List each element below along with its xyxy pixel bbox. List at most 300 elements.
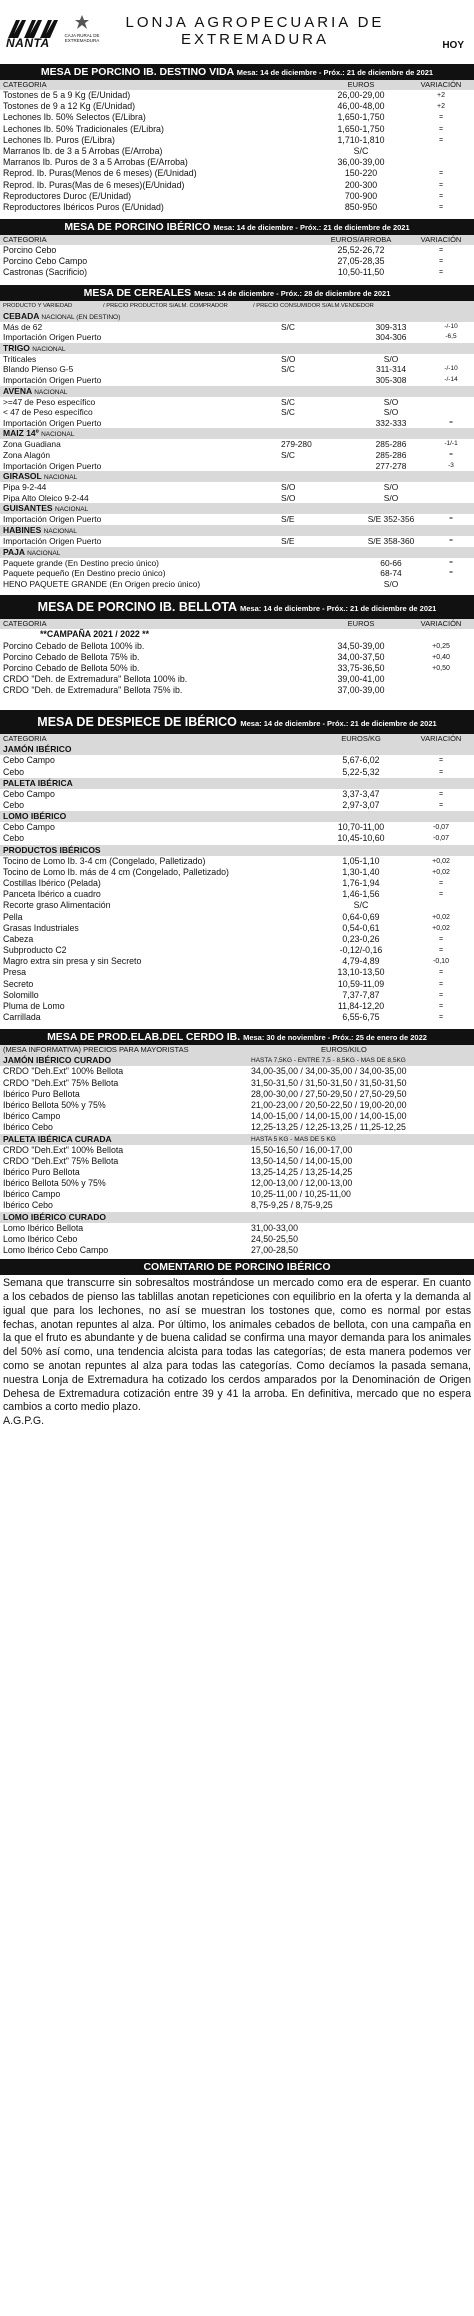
table-row (0, 867, 474, 878)
table-row (0, 900, 474, 911)
row-price: 34,50-39,00 (337, 640, 385, 651)
row-product: Paquete pequeño (En Destino precio único) (3, 568, 166, 579)
table-row (0, 418, 474, 429)
row-category: Cebo Campo (3, 788, 55, 799)
table-row (0, 558, 474, 569)
row-price: 5,67-6,02 (342, 755, 380, 766)
row-price: 26,00-29,00 (337, 90, 385, 100)
row-price: 1,30-1,40 (342, 866, 380, 877)
group-header (0, 1055, 474, 1066)
row-prices: 34,00-35,00 / 34,00-35,00 / 34,00-35,00 (251, 1066, 407, 1077)
section-title (0, 595, 474, 619)
row-consumer-price: 309-313 (375, 321, 407, 332)
table-row (0, 652, 474, 663)
row-productor-price: S/O (281, 482, 296, 493)
table-row (0, 967, 474, 978)
col-variacion: VARIACIÓN (420, 734, 462, 744)
col-variacion: VARIACIÓN (420, 80, 462, 89)
row-variation: = (438, 1014, 444, 1022)
table-row (0, 674, 474, 685)
row-category: Solomillo (3, 989, 39, 1000)
table-row (0, 450, 474, 461)
row-prices: 12,00-13,00 / 12,00-13,00 (251, 1178, 353, 1189)
row-price: S/C (353, 145, 369, 156)
row-prices: 24,50-25,50 (251, 1233, 298, 1244)
row-category: Pella (3, 911, 23, 922)
row-product: Más de 62 (3, 321, 43, 332)
row-category: Marranos Ib. de 3 a 5 Arrobas (E/Arroba) (3, 145, 163, 156)
group-name: GUISANTES (3, 503, 53, 514)
row-category: CRDO "Deh.Ext" 75% Bellota (3, 1155, 119, 1166)
section-title-text: COMENTARIO DE PORCINO IBÉRICO (143, 1261, 331, 1274)
group-note: NACIONAL (41, 431, 75, 439)
comment-text: Semana que transcurre sin sobresaltos mostrándose un mercado como era de esperar. En cuanto a los cebados de pienso las tablillas anotan repeticiones con equilibrio en la oferta y la demanda al igual que para los lechones, no así se muestran los tostones que, como es normal por estas fechas, anotan repuntes al alza. Por último, los animales cebados de bellota, con una campaña en la que el fruto es abundante y de buena calidad se confirma una mayor demanda para los animales del 50% así como, una tendencia alcista para todas las categorías; de esta manera podemos ver como se anotan repuntes al alza para todas las categorías. Como decíamos la pasada semana, nuestra Lonja de Extremadura ha cotizado los cerdos amparados por la Denominación de Origen Dehesa de Extremadura cotización entre 39 y 41 la arroba. En definitiva, mercado que no espera cambios a corto medio plazo. (3, 1277, 471, 1414)
row-price: S/C (353, 900, 369, 911)
row-price: 200-300 (344, 179, 378, 190)
row-price: 10,70-11,00 (337, 822, 385, 833)
section-date: Mesa: 30 de noviembre - Próx.: 25 de enero de 2022 (243, 1033, 427, 1043)
row-price: 4,79-4,89 (342, 956, 380, 967)
group-note: NACIONAL (27, 549, 61, 557)
group-header: JAMÓN IBÉRICO (0, 744, 474, 755)
row-variation (431, 482, 471, 493)
row-category: Secreto (3, 978, 34, 989)
table-row (0, 934, 474, 945)
row-price: 3,37-3,47 (342, 788, 380, 799)
row-price: 34,00-37,50 (337, 651, 385, 662)
table-row (0, 833, 474, 844)
section-title (0, 285, 474, 301)
col-producto: PRODUCTO Y VARIEDAD (3, 302, 73, 309)
group-header (0, 428, 474, 439)
row-price: 37,00-39,00 (337, 685, 385, 696)
row-productor-price: S/O (281, 492, 296, 503)
row-category: Panceta Ibérico a cuadro (3, 889, 101, 900)
col-categoria: CATEGORIA (3, 619, 47, 629)
section-title-text: MESA DE DESPIECE DE IBÉRICO (37, 715, 237, 730)
row-variation: -1/-1 (444, 440, 458, 448)
section-title-text: MESA DE PORCINO IB. BELLOTA (37, 600, 237, 615)
row-productor-price: S/C (281, 449, 295, 460)
row-price: 1,05-1,10 (342, 855, 380, 866)
row-variation: -0,07 (433, 835, 449, 843)
table-row (0, 1111, 474, 1122)
row-variation: = (449, 450, 453, 458)
row-price: 5,22-5,32 (342, 766, 380, 777)
row-category: Tostones de 9 a 12 Kg (E/Unidad) (3, 101, 136, 112)
row-variation: = (449, 558, 453, 566)
row-consumer-price: S/O (383, 353, 399, 364)
table-row (0, 482, 474, 493)
row-price: 1,650-1,750 (337, 123, 385, 134)
table-row (0, 439, 474, 450)
row-price: 10,59-11,09 (337, 978, 385, 989)
row-variation: = (438, 203, 444, 211)
row-category: Costillas Ibérico (Pelada) (3, 877, 101, 888)
row-price: 27,05-28,35 (337, 256, 385, 267)
column-header (0, 734, 474, 744)
row-variation: = (438, 247, 444, 255)
group-header (0, 547, 474, 558)
table-row (0, 789, 474, 800)
group-header: PALETA IBÉRICA (0, 778, 474, 789)
row-price: 0,54-0,61 (342, 922, 380, 933)
col-euros: EUROS/ARROBA (330, 235, 392, 245)
row-category: Lechones Ib. 50% Selectos (E/Libra) (3, 112, 146, 123)
table-body (0, 90, 474, 213)
section-title (0, 64, 474, 80)
row-variation: = (449, 569, 453, 577)
row-category: Magro extra sin presa y sin Secreto (3, 956, 142, 967)
row-productor-price (281, 332, 351, 343)
row-category: Cebo Campo (3, 822, 55, 833)
row-price: 1,76-1,94 (342, 877, 380, 888)
table-row (0, 945, 474, 956)
row-variation: = (438, 269, 444, 277)
row-price: 1,650-1,750 (337, 112, 385, 123)
group-note: NACIONAL (34, 388, 68, 396)
row-price: 0,64-0,69 (342, 911, 380, 922)
table-row (0, 375, 474, 386)
coop-logo (64, 14, 100, 43)
table-row (0, 1145, 474, 1156)
row-consumer-price: S/O (383, 396, 399, 407)
row-consumer-price: 277-278 (375, 460, 407, 471)
row-variation (411, 146, 471, 157)
group-name: PAJA (3, 546, 25, 557)
column-header (0, 80, 474, 90)
row-price: 25,52-26,72 (337, 245, 385, 256)
table-row (0, 407, 474, 418)
page-title (110, 14, 400, 48)
table-row (0, 755, 474, 766)
row-variation: = (438, 768, 444, 776)
table-row (0, 514, 474, 525)
row-variation: = (438, 1003, 444, 1010)
row-category: Lomo Ibérico Cebo (3, 1233, 78, 1244)
table-row (0, 536, 474, 547)
col-categoria: CATEGORIA (3, 734, 47, 744)
table-row (0, 1078, 474, 1089)
row-category: Porcino Cebo Campo (3, 256, 88, 267)
group-name: HABINES (3, 524, 42, 535)
row-category: Porcino Cebado de Bellota 50% ib. (3, 662, 140, 673)
row-price: 10,50-11,50 (337, 267, 385, 278)
row-category: Reprod. Ib. Puras(Mas de 6 meses)(E/Unidad) (3, 179, 185, 190)
row-productor-price (281, 558, 351, 569)
row-price: 6,55-6,75 (342, 1012, 380, 1023)
row-prices: 14,00-15,00 / 14,00-15,00 / 14,00-15,00 (251, 1111, 407, 1122)
row-variation: = (438, 258, 444, 266)
coop-text: CAJA RURAL DE EXTREMADURA (64, 33, 100, 43)
row-prices: 12,25-13,25 / 12,25-13,25 / 11,25-12,25 (251, 1122, 406, 1133)
group-note: NACIONAL (EN DESTINO) (41, 313, 121, 321)
row-variation: = (438, 170, 444, 178)
row-product: >=47 de Peso específico (3, 396, 96, 407)
group-header (0, 1134, 474, 1145)
table-row (0, 1245, 474, 1256)
col-euros: EUROS (347, 619, 375, 629)
table-row (0, 579, 474, 590)
row-category: Subproducto C2 (3, 945, 67, 956)
row-prices: 31,50-31,50 / 31,50-31,50 / 31,50-31,50 (251, 1077, 407, 1088)
row-consumer-price: S/O (383, 482, 399, 493)
table-row (0, 1089, 474, 1100)
row-productor-price (281, 375, 351, 386)
row-variation: = (449, 515, 453, 523)
row-product: Blando Pienso G-5 (3, 364, 74, 375)
row-price: 33,75-36,50 (337, 662, 385, 673)
row-price: 850-950 (344, 201, 378, 212)
header (0, 0, 474, 60)
table-row (0, 1001, 474, 1012)
table-row (0, 364, 474, 375)
row-variation (431, 354, 471, 365)
column-header (0, 619, 474, 629)
row-variation: = (438, 114, 444, 122)
row-consumer-price: S/E 352-356 (367, 514, 415, 525)
table-row (0, 889, 474, 900)
row-price: 13,10-13,50 (337, 967, 385, 978)
row-variation (431, 397, 471, 408)
row-variation: +0,02 (432, 924, 450, 932)
table-row (0, 1178, 474, 1189)
row-price: 700-900 (344, 190, 378, 201)
row-category: Porcino Cebado de Bellota 75% ib. (3, 651, 140, 662)
table-row (0, 157, 474, 168)
row-product: Zona Alagón (3, 449, 51, 460)
row-category: Cebo (3, 833, 25, 844)
table-row (0, 822, 474, 833)
row-price: -0,12/-0,16 (339, 945, 383, 956)
group-header: PRODUCTOS IBÉRICOS (0, 845, 474, 856)
col-consumidor: / PRECIO CONSUMIDOR S/ALM.VENDEDOR (253, 302, 374, 309)
row-prices: 15,50-16,50 / 16,00-17,00 (251, 1144, 353, 1155)
group-note: NACIONAL (43, 527, 77, 535)
table-row (0, 180, 474, 191)
table-row (0, 878, 474, 889)
row-variation: +0,02 (432, 868, 450, 876)
section-title-text: MESA DE PORCINO IBÉRICO (64, 221, 211, 234)
table-row (0, 354, 474, 365)
table-row (0, 191, 474, 202)
row-prices: 28,00-30,00 / 27,50-29,50 / 27,50-29,50 (251, 1088, 407, 1099)
row-price: 11,84-12,20 (337, 1001, 385, 1011)
group-name: AVENA (3, 385, 32, 396)
row-category: Ibérico Campo (3, 1111, 61, 1122)
row-category: Cebo (3, 766, 25, 777)
title-line-2: EXTREMADURA (180, 31, 329, 48)
row-variation: = (438, 125, 444, 133)
row-productor-price: S/E (281, 535, 295, 546)
comment-signature: A.G.P.G. (3, 1415, 45, 1428)
table-row (0, 641, 474, 652)
info-label: (MESA INFORMATIVA) PRECIOS PARA MAYORISTAS (3, 1045, 189, 1055)
row-product: Importación Origen Puerto (3, 535, 102, 546)
campaign-label: **CAMPAÑA 2021 / 2022 ** (40, 629, 150, 640)
row-productor-price: S/C (281, 396, 295, 407)
group-ranges: HASTA 5 KG - MAS DE 5 KG (251, 1135, 336, 1143)
row-category: Cebo (3, 800, 25, 810)
row-variation: -3 (448, 461, 454, 469)
row-variation: -0,07 (433, 824, 449, 832)
row-variation (411, 674, 471, 685)
row-category: CRDO "Deh.Ext" 100% Bellota (3, 1144, 124, 1155)
row-category: Lomo Ibérico Bellota (3, 1222, 84, 1233)
row-prices: 31,00-33,00 (251, 1222, 298, 1233)
row-price: 7,37-7,87 (342, 989, 380, 1000)
row-variation: +0,40 (432, 653, 450, 661)
table-row (0, 979, 474, 990)
row-price: 1,710-1,810 (337, 134, 385, 145)
row-category: Presa (3, 967, 26, 978)
row-variation: -/-14 (444, 376, 458, 383)
row-variation: = (438, 969, 444, 977)
table-row (0, 856, 474, 867)
row-consumer-price: 68-74 (380, 568, 402, 579)
row-product: Pipa Alto Oleico 9-2-44 (3, 492, 89, 503)
group-note: NACIONAL (32, 345, 66, 353)
table-row (0, 168, 474, 179)
row-consumer-price: 311-314 (375, 364, 407, 375)
row-category: CRDO "Deh. de Extremadura" Bellota 75% ib. (3, 685, 183, 696)
group-name: PALETA IBÉRICA CURADA (3, 1133, 112, 1144)
row-variation (431, 493, 471, 504)
table-row (0, 202, 474, 213)
row-variation: = (449, 536, 453, 544)
section-title (0, 1029, 474, 1045)
row-variation: +2 (437, 92, 445, 99)
brand-name: NANTA (6, 36, 50, 50)
group-ranges: HASTA 7,5KG - ENTRE 7,5 - 8,5KG - MAS DE 8,5KG (251, 1057, 406, 1065)
group-header (0, 311, 474, 322)
row-variation: +0,25 (432, 642, 450, 650)
row-prices: 13,25-14,25 / 13,25-14,25 (251, 1166, 353, 1177)
table-row (0, 101, 474, 112)
table-row (0, 397, 474, 408)
table-body (0, 311, 474, 590)
row-product: Importación Origen Puerto (3, 460, 102, 471)
row-consumer-price: 60-66 (380, 557, 402, 568)
col-categoria: CATEGORIA (3, 80, 47, 89)
row-variation: = (438, 136, 444, 144)
section-date: Mesa: 14 de diciembre - Próx.: 21 de diciembre de 2021 (213, 223, 410, 233)
row-price: 1,46-1,56 (342, 889, 380, 900)
row-consumer-price: 305-308 (375, 375, 407, 385)
section-title-text: MESA DE CEREALES (83, 286, 192, 299)
row-category: CRDO "Deh.Ext" 75% Bellota (3, 1077, 119, 1088)
row-category: Reproductores Duroc (E/Unidad) (3, 190, 132, 201)
row-productor-price (281, 568, 351, 579)
group-name: GIRASOL (3, 471, 42, 482)
table-body (0, 245, 474, 279)
table-row (0, 1122, 474, 1133)
section-title (0, 219, 474, 235)
table-row (0, 1156, 474, 1167)
row-productor-price: S/C (281, 321, 295, 332)
row-product: Pipa 9-2-44 (3, 482, 47, 493)
row-product: Importación Origen Puerto (3, 514, 102, 525)
row-prices: 27,00-28,50 (251, 1245, 298, 1255)
column-header (0, 1045, 474, 1055)
row-category: Carrillada (3, 1012, 41, 1023)
row-product: HENO PAQUETE GRANDE (En Origen precio único) (3, 578, 201, 589)
section-title (0, 1259, 474, 1275)
section-title-text: MESA DE PORCINO IB. DESTINO VIDA (40, 66, 234, 78)
table-row (0, 461, 474, 472)
row-product: Importación Origen Puerto (3, 332, 102, 343)
row-consumer-price: 285-286 (375, 439, 407, 450)
group-header: LOMO IBÉRICO (0, 811, 474, 822)
coop-emblem-icon (73, 14, 91, 32)
group-name: MAIZ 14º (3, 428, 39, 439)
col-variacion: VARIACIÓN (420, 235, 462, 245)
column-header (0, 235, 474, 245)
row-price: 46,00-48,00 (337, 101, 385, 112)
row-price: 39,00-41,00 (337, 674, 385, 685)
row-category: Ibérico Campo (3, 1189, 61, 1200)
group-header (0, 471, 474, 482)
group-note: NACIONAL (54, 506, 89, 514)
row-variation: +0,02 (432, 857, 450, 865)
col-variacion: VARIACIÓN (420, 619, 462, 629)
row-price: 150-220 (344, 168, 378, 179)
table-row (0, 1223, 474, 1234)
row-category: CRDO "Deh.Ext" 100% Bellota (3, 1066, 124, 1077)
row-variation: = (438, 935, 444, 943)
table-row (0, 1012, 474, 1023)
row-variation: = (438, 947, 444, 955)
row-variation (431, 579, 471, 590)
row-variation: +0,02 (432, 913, 450, 921)
row-price: 2,97-3,07 (342, 800, 380, 810)
row-category: Castronas (Sacrificio) (3, 267, 88, 278)
row-category: Porcino Cebo (3, 245, 57, 256)
row-category: Ibérico Bellota 50% y 75% (3, 1178, 106, 1189)
row-category: Reproductores Ibéricos Puros (E/Unidad) (3, 201, 164, 212)
row-productor-price (281, 461, 351, 472)
row-variation: = (438, 757, 444, 765)
row-category: Cebo Campo (3, 755, 55, 766)
row-category: CRDO "Deh. de Extremadura" Bellota 100% ib. (3, 674, 188, 685)
row-category: Cabeza (3, 933, 34, 944)
row-product: < 47 de Peso específico (3, 407, 93, 418)
table-row (0, 1234, 474, 1245)
group-name: LOMO IBÉRICO CURADO (3, 1211, 106, 1222)
row-prices: 10,25-11,00 / 10,25-11,00 (251, 1189, 351, 1200)
row-price: 36,00-39,00 (337, 157, 385, 168)
row-variation: -6,5 (445, 333, 457, 341)
col-categoria: CATEGORIA (3, 235, 47, 245)
col-euros: EUROS (347, 80, 375, 89)
table-row (0, 1189, 474, 1200)
row-variation: = (438, 802, 444, 809)
table-row (0, 256, 474, 267)
table-body (0, 744, 474, 1023)
row-category: Tostones de 5 a 9 Kg (E/Unidad) (3, 90, 131, 100)
row-variation: = (438, 192, 444, 200)
table-body (0, 641, 474, 697)
row-category: Recorte graso Alimentación (3, 900, 111, 911)
row-product: Paquete grande (En Destino precio único) (3, 557, 159, 568)
table-row (0, 1066, 474, 1077)
col-euros-kg: EUROS/KG (341, 734, 381, 744)
row-variation: = (449, 418, 453, 426)
row-consumer-price: S/O (383, 578, 399, 589)
row-productor-price: S/O (281, 353, 296, 364)
table-row (0, 568, 474, 579)
row-variation: = (438, 181, 444, 189)
